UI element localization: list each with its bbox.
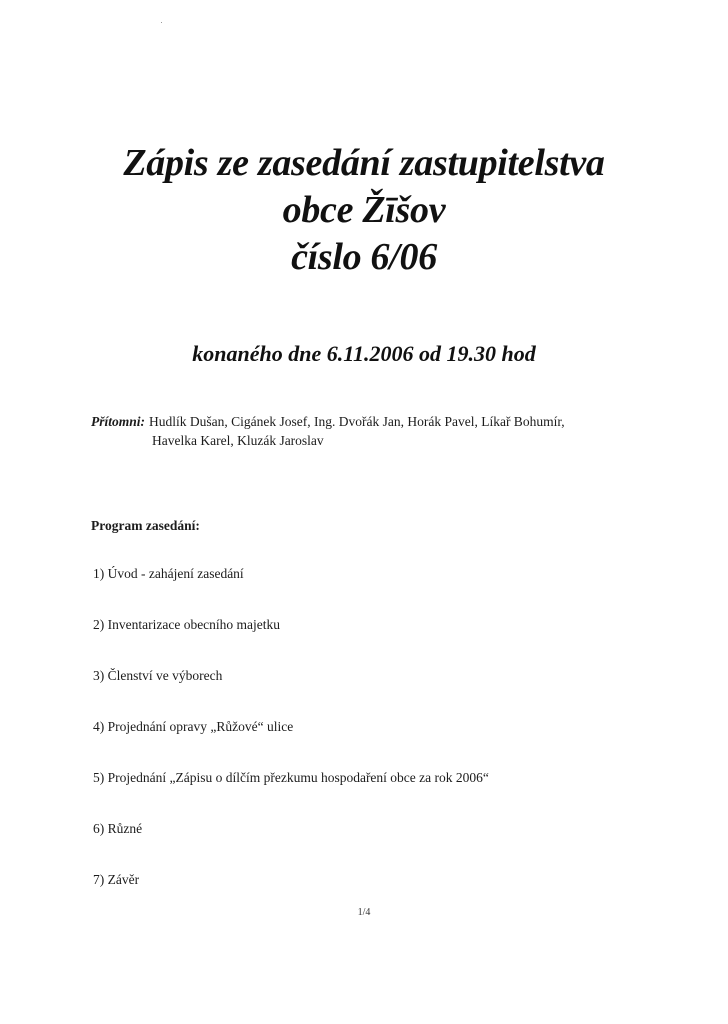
page-number: 1/4	[357, 907, 371, 918]
attendees-line-2: Havelka Karel, Kluzák Jaroslav	[152, 433, 324, 448]
agenda-item: 5) Projednání „Zápisu o dílčím přezkumu hospodaření obce za rok 2006“	[93, 770, 489, 785]
program-heading: Program zasedání:	[91, 518, 200, 533]
scan-speck	[161, 22, 162, 23]
agenda-item: 1) Úvod - zahájení zasedání	[93, 566, 244, 581]
attendees-paragraph	[91, 412, 651, 450]
document-title	[0, 140, 728, 281]
title-line-2: obce Žīšov	[282, 189, 446, 231]
agenda-item: 7) Závěr	[93, 872, 140, 887]
agenda-item: 3) Členství ve výborech	[93, 668, 223, 683]
attendees-line-1: Hudlík Dušan, Cigánek Josef, Ing. Dvořák Jan, Horák Pavel, Líkař Bohumír,	[149, 414, 565, 429]
agenda-item: 4) Projednání opravy „Růžové“ ulice	[93, 719, 294, 734]
agenda-item: 6) Různé	[93, 821, 143, 836]
agenda-item: 2) Inventarizace obecního majetku	[93, 617, 281, 632]
title-line-3: číslo 6/06	[291, 236, 437, 278]
agenda-list	[93, 564, 653, 921]
meeting-date-subtitle: konaného dne 6.11.2006 od 19.30 hod	[192, 341, 536, 366]
title-line-1: Zápis ze zasedání zastupitelstva	[123, 142, 605, 184]
attendees-label: Přítomni:	[91, 414, 146, 429]
